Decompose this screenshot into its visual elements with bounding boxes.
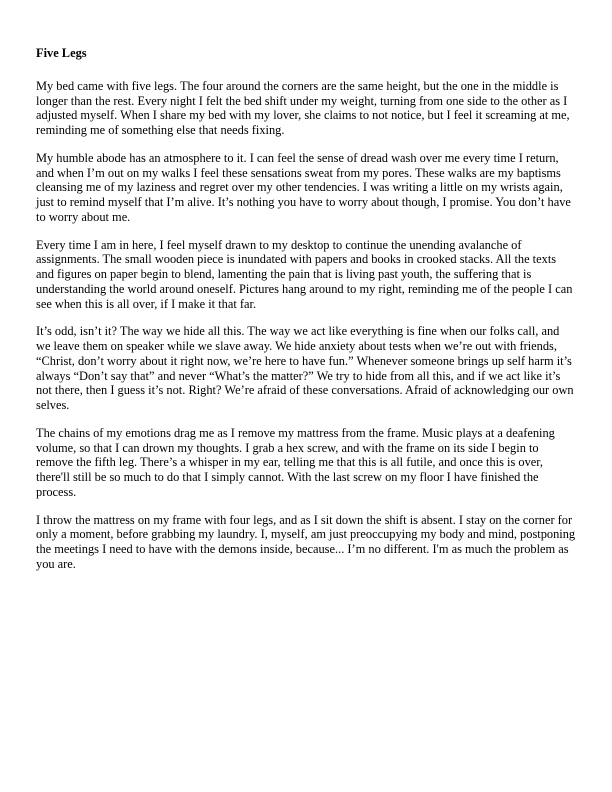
paragraph-4: It’s odd, isn’t it? The way we hide all this. The way we act like everything is fine when our folks call, and we leave them on speaker while we slave away. We hide anxiety about tests when we’re out with friends, “Christ, don’t worry about it right now, we’re here to have fun.” Whenever someone brings up self harm it’s always “Don’t say that” and never “What’s the matter?” We try to hide from all this, and if we act like it’s not there, then I guess it’s not. Right? We’re afraid of these conversations. Afraid of acknowledging our own selves. — [36, 324, 574, 412]
paragraph-5: The chains of my emotions drag me as I remove my mattress from the frame. Music plays at a deafening volume, so that I can drown my thoughts. I grab a hex screw, and with the frame on its side I begin to remove the fifth leg. There’s a whisper in my ear, telling me that this is all futile, and once this is over, there'll still be so much to do that I simply cannot. With the last screw on my floor I have finished the process. — [36, 425, 555, 499]
paragraph-1: My bed came with five legs. The four around the corners are the same height, but the one in the middle is longer than the rest. Every night I felt the bed shift under my weight, turning from one side to the other as I adjusted myself. When I share my bed with my lover, she claims to not notice, but I feel it screaming at me, reminding me of something else that needs fixing. — [36, 78, 570, 137]
document-title: Five Legs — [36, 46, 87, 60]
paragraph-3: Every time I am in here, I feel myself drawn to my desktop to continue the unending avalanche of assignments. The small wooden piece is inundated with papers and books in crooked stacks. All the texts and figures on paper begin to blend, lamenting the pain that is living past youth, the suffering that is understanding the world around oneself. Pictures hang around to my right, reminding me of the people I can see when this is all over, if I make it that far. — [36, 237, 573, 311]
paragraph-6: I throw the mattress on my frame with four legs, and as I sit down the shift is absent. I stay on the corner for only a moment, before grabbing my laundry. I, myself, am just preoccupying my body and mind, postponing the meetings I need to have with the demons inside, because... I’m no different. I'm as much the problem as you are. — [36, 512, 576, 571]
paragraph-2: My humble abode has an atmosphere to it. I can feel the sense of dread wash over me every time I return, and when I’m out on my walks I feel these sensations sweat from my pores. These walks are my baptisms cleansing me of my laziness and regret over my other tendencies. I was writing a little on my wrists again, just to remind myself that I’m alive. It’s nothing you have to worry about though, I promise. You don’t have to worry about me. — [36, 150, 571, 224]
